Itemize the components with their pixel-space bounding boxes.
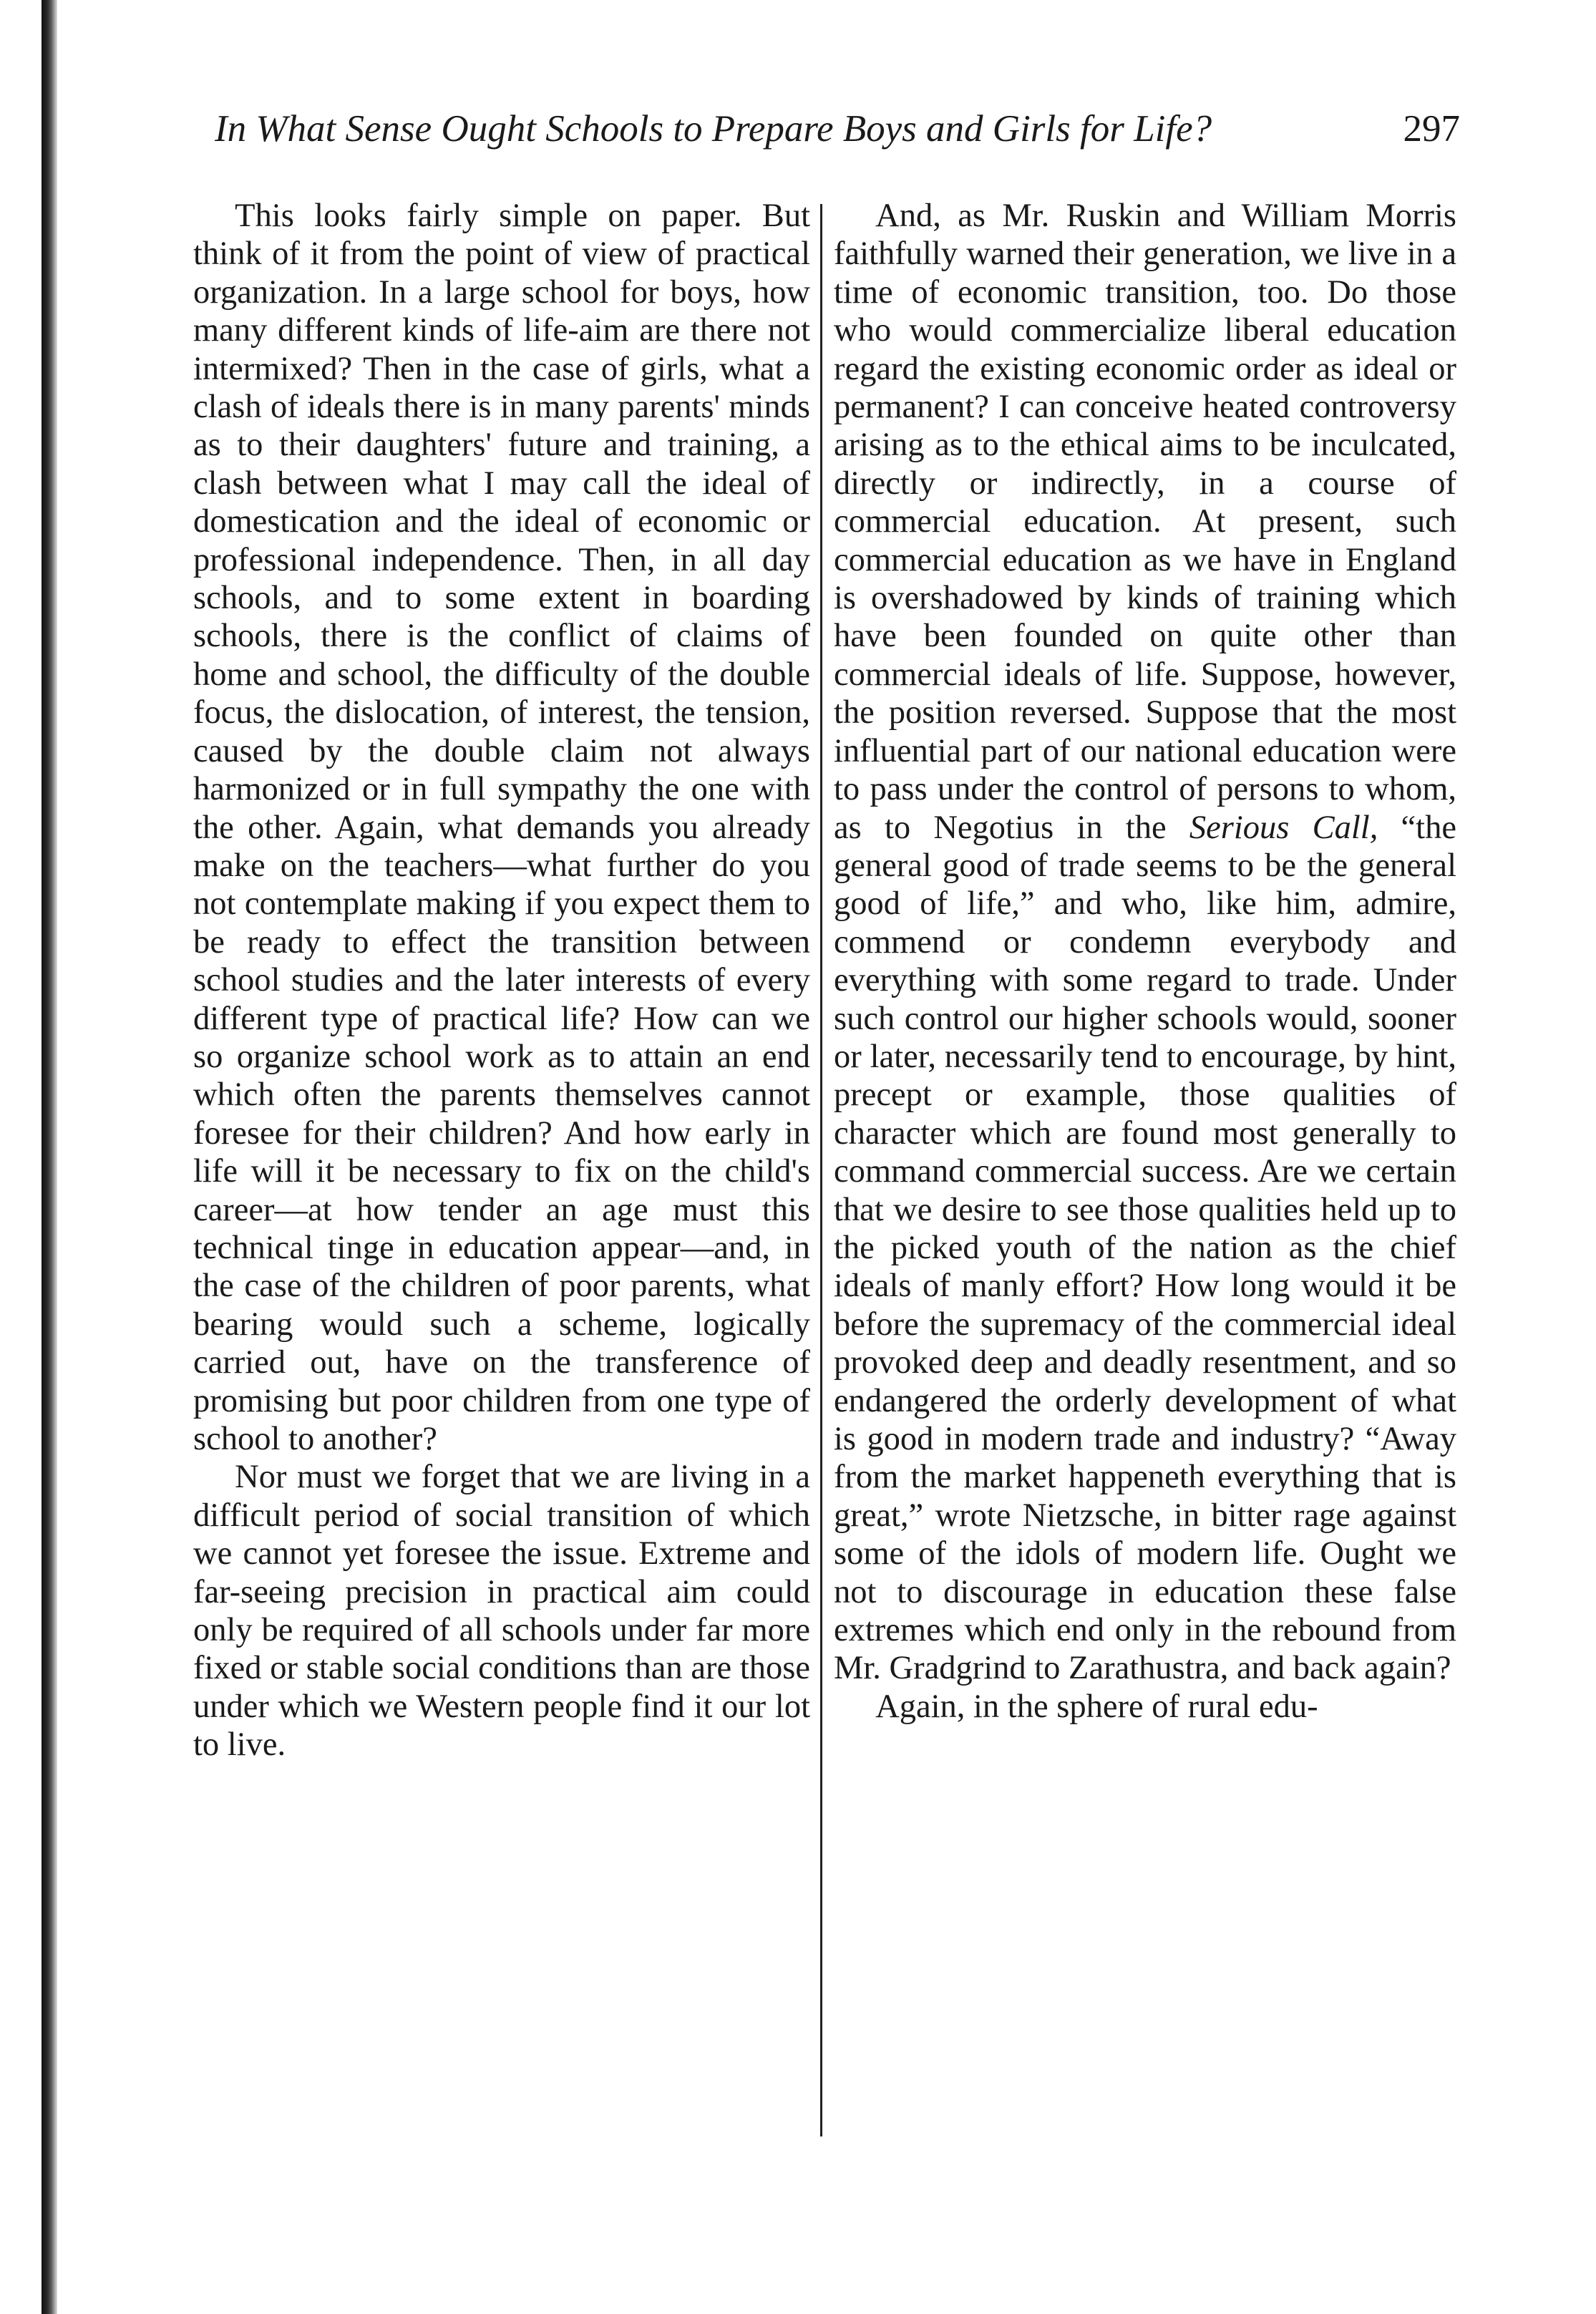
page-number: 297: [1403, 108, 1460, 150]
paragraph: This looks fairly simple on paper. But think of it from the point of view of practical organization. In a large school for boys, how many different kinds of life-aim are there not intermixed? Then in the case of girls, what a clash of ideals there is in many parents' minds as to their daughters' future and training, a clash between what I may call the ideal of domestication and the ideal of economic or professional independence. Then, in all day schools, and to some extent in boarding schools, there is the conflict of claims of home and school, the difficulty of the double focus, the dislocation, of interest, the tension, caused by the double claim not always harmonized or in full sympathy the one with the other. Again, what demands you already make on the teachers—what further do you not contemplate making if you expect them to be ready to effect the transition between school studies and the later interests of every different type of practical life? How can we so organize school work as to attain an end which often the parents themselves cannot foresee for their children? And how early in life will it be necessary to fix on the child's career—at how tender an age must this technical tinge in education appear—and, in the case of the children of poor parents, what bearing would such a scheme, logically carried out, have on the transference of promising but poor children from one type of school to another?: [193, 198, 810, 1457]
scan-binding-edge: [42, 0, 57, 2314]
left-column: [193, 197, 810, 1764]
header-title: In What Sense Ought Schools to Prepare Boys and Girls for Life?: [215, 108, 1212, 150]
paragraph: Nor must we forget that we are living in a difficult period of social transition of which we cannot yet foresee the issue. Extreme and far-seeing precision in practical aim could only be required of all schools under far more fixed or stable social conditions than are those under which we Western people find it our lot to live.: [193, 1459, 810, 1764]
paragraph: [834, 197, 1456, 1688]
right-column: [834, 197, 1456, 1726]
column-divider: [820, 204, 822, 2136]
paragraph-text: “the general good of trade seems to be the general good of life,” and who, like him, admire, commend or condemn everybody and everything with some regard to trade. Under such control our higher schools would, sooner or later, necessarily tend to encourage, by hint, precept or example, those qualities of character which are found most generally to command commercial success. Are we certain that we desire to see those qualities held up to the picked youth of the nation as the chief ideals of manly effort? How long would it be before the supremacy of the commercial ideal provoked deep and deadly resentment, and so endangered the orderly development of what is good in modern trade and industry? “Away from the market happeneth everything that is great,” wrote Nietzsche, in bitter rage against some of the idols of modern life. Ought we not to discourage in education these false extremes which end only in the rebound from Mr. Gradgrind to Zarathustra, and back again?: [834, 809, 1456, 1687]
paragraph: Again, in the sphere of rural edu-: [875, 1688, 1318, 1725]
book-title: Serious Call,: [1189, 809, 1378, 846]
running-header: [215, 107, 1460, 150]
paragraph-text: And, as Mr. Ruskin and William Morris faithfully warned their generation, we live in a time of economic transition, too. Do those who would commercialize liberal education regard the existing economic order as ideal or permanent? I can conceive heated controversy arising as to the ethical aims to be inculcated, directly or indirectly, in a course of commercial education. At present, such commercial education as we have in England is overshadowed by kinds of training which have been founded on quite other than commercial ideals of life. Suppose, however, the position reversed. Suppose that the most influential part of our national education were to pass under the control of persons to whom, as to Negotius in the: [834, 198, 1456, 846]
